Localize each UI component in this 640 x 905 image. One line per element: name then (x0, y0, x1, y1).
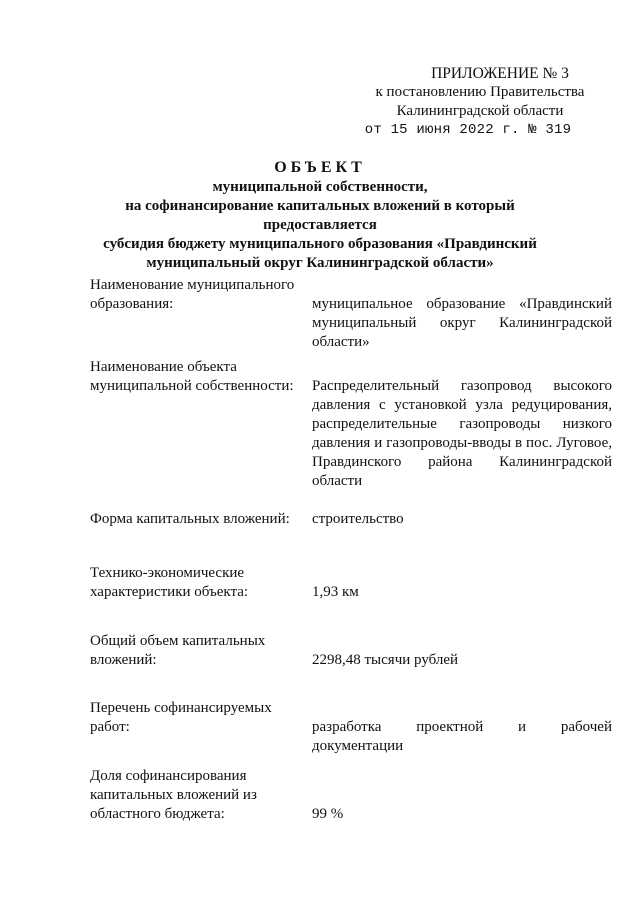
field-label: Доля софинансирования капитальных вложений из областного бюджета: (90, 768, 257, 822)
appendix-region-line: Калининградской области (396, 103, 564, 119)
title-heading: ОБЪЕКТ (274, 159, 366, 176)
field-label: Технико-экономические характеристики объекта: (90, 565, 249, 600)
field-label: Форма капитальных вложений: (90, 511, 290, 527)
appendix-header (350, 64, 610, 140)
field-value: муниципальное образование «Правдинский муниципальный округ Калининградской области» (312, 296, 612, 350)
appendix-date-number: от 15 июня 2022 г. № 319 (364, 122, 572, 138)
appendix-number: ПРИЛОЖЕНИЕ № 3 (431, 65, 569, 82)
field-label: Наименование муниципального образования: (90, 277, 295, 312)
title-line-1: муниципальной собственности, (212, 179, 428, 195)
field-value: 1,93 км (312, 584, 359, 600)
title-line-3: субсидия бюджету муниципального образования «Правдинский (103, 236, 537, 252)
field-value: 2298,48 тысячи рублей (312, 652, 459, 668)
field-value: Распределительный газопровод высокого давления с установкой узла редуцирования, распределительные газопроводы низкого давления и газопроводы-вводы в пос. Луговое, Правдинского района Калининградской области (312, 378, 612, 489)
field-label: Общий объем капитальных вложений: (90, 633, 266, 668)
appendix-decree-line: к постановлению Правительства (375, 84, 585, 100)
field-value: 99 % (312, 806, 344, 822)
title-line-4: муниципальный округ Калининградской области» (146, 255, 494, 271)
field-label: Перечень софинансируемых работ: (90, 700, 272, 735)
field-value: строительство (312, 511, 404, 527)
document-title (70, 158, 570, 273)
title-line-2: на софинансирование капитальных вложений в который предоставляется (125, 198, 515, 233)
field-label: Наименование объекта муниципальной собственности: (90, 359, 294, 394)
field-value: разработка проектной и рабочей документации (312, 719, 612, 754)
